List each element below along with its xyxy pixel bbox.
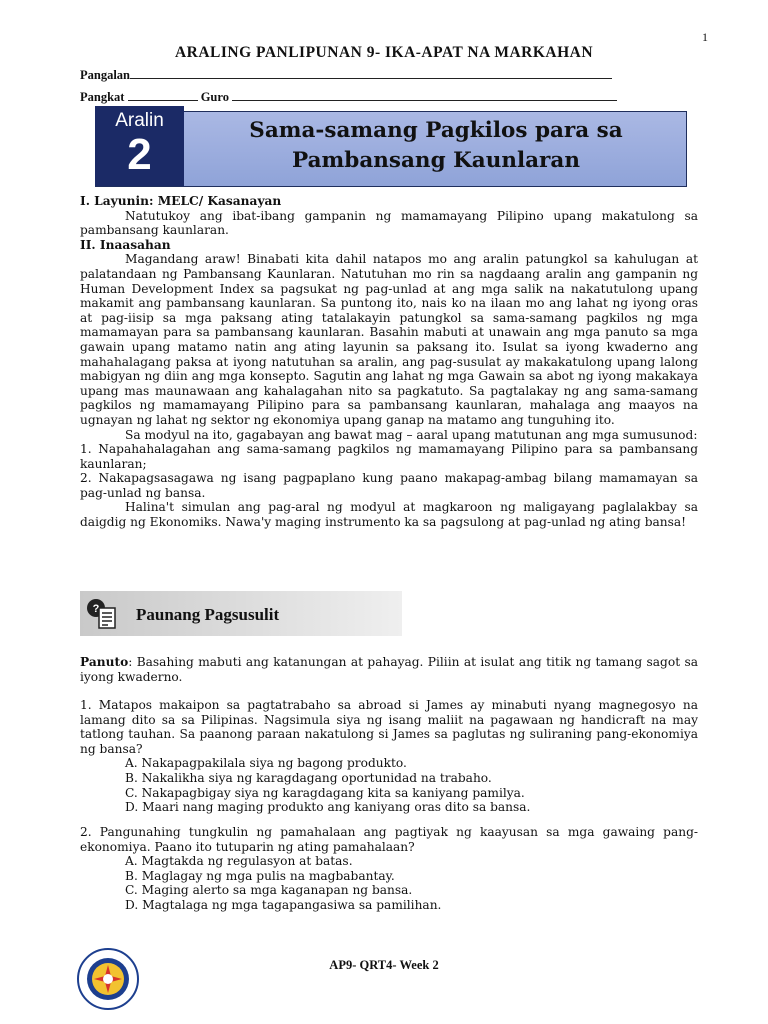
pangalan-label: Pangalan <box>80 68 131 82</box>
guro-blank[interactable] <box>232 89 617 101</box>
inaasahan-heading: II. Inaasahan <box>80 237 171 252</box>
pangkat-label: Pangkat <box>80 90 125 104</box>
question-1-option-a[interactable]: A. Nakapagpakilala siya ng bagong produkto. <box>125 756 407 771</box>
layunin-heading: I. Layunin: MELC/ Kasanayan <box>80 194 282 208</box>
pangalan-field <box>80 67 612 83</box>
panuto-text: : Basahing mabuti ang katanungan at pahayag. Piliin at isulat ang titik ng tamang sagot sa iyong kwaderno. <box>80 655 698 684</box>
question-2-option-b[interactable]: B. Maglagay ng mga pulis na magbabantay. <box>125 868 395 883</box>
objective-item-2: 2. Nakapagsasagawa ng isang pagpaplano kung paano makapag-ambag bilang mamamayan sa pag-unlad ng bansa. <box>80 471 698 500</box>
test-paper-icon <box>86 598 118 630</box>
question-2 <box>80 825 698 913</box>
section-title: Paunang Pagsusulit <box>136 605 280 624</box>
question-2-option-d[interactable]: D. Magtalaga ng mga tagapangasiwa sa pamilihan. <box>125 897 442 912</box>
lesson-title-line1: Sama-samang Pagkilos para sa <box>249 118 623 143</box>
objective-item-1: 1. Napahahalagahan ang sama-samang pagkilos ng mamamayang Pilipino para sa pambansang kaunlaran; <box>80 442 698 471</box>
pangkat-guro-field <box>80 89 617 105</box>
question-1-option-c[interactable]: C. Nakapagbigay siya ng karagdagang kita sa kaniyang pamilya. <box>125 785 525 800</box>
question-1-option-b[interactable]: B. Nakalikha siya ng karagdagang oportunidad na trabaho. <box>125 770 492 785</box>
page-number: 1 <box>702 30 708 44</box>
svg-text:?: ? <box>92 603 100 615</box>
question-1-option-d[interactable]: D. Maari nang maging produkto ang kaniyang oras dito sa bansa. <box>125 800 531 815</box>
document-title: ARALING PANLIPUNAN 9- IKA-APAT NA MARKAHAN <box>174 44 594 61</box>
footer: AP9- QRT4- Week 2 <box>329 958 439 972</box>
lesson-body <box>80 194 698 530</box>
question-2-text: 2. Pangunahing tungkulin ng pamahalaan ang pagtiyak ng kaayusan sa mga gawaing pang-ekonomiya. Paano ito tutuparin ng ating pamahalaan? <box>80 825 698 854</box>
question-1 <box>80 698 698 815</box>
question-2-option-c[interactable]: C. Maging alerto sa mga kaganapan ng bansa. <box>125 883 413 898</box>
inaasahan-para2: Sa modyul na ito, gagabayan ang bawat mag – aaral upang matutunan ang mga sumusunod: <box>125 427 698 442</box>
layunin-text: Natutukoy ang ibat-ibang gampanin ng mamamayang Pilipino upang makatulong sa pambansang kaunlaran. <box>80 208 698 238</box>
lesson-title <box>186 116 686 176</box>
aralin-number: 2 <box>127 130 152 179</box>
lesson-title-line2: Pambansang Kaunlaran <box>292 148 580 173</box>
inaasahan-para3: Halina't simulan ang pag-aral ng modyul at magkaroon ng maligayang paglalakbay sa daigdig ng Ekonomiks. Nawa'y maging instrumento ka sa pagsulong at pag-unlad ng ating bansa! <box>80 500 698 530</box>
panuto <box>80 655 698 684</box>
pangkat-blank[interactable] <box>128 89 198 101</box>
guro-label: Guro <box>200 90 229 104</box>
question-2-option-a[interactable]: A. Magtakda ng regulasyon at batas. <box>125 854 353 869</box>
question-1-text: 1. Matapos makaipon sa pagtatrabaho sa abroad si James ay minabuti nyang magnegosyo na lamang dito sa sa Pilipinas. Nagsimula siya ng isang maliit na pagawaan ng handicraft na may tatlong tauhan. Sa paanong paraan nakatulong si James sa paglutas ng suliraning pang-ekonomiya ng bansa? <box>80 698 698 756</box>
aralin-box <box>95 106 184 186</box>
aralin-word: Aralin <box>115 110 164 131</box>
inaasahan-para1: Magandang araw! Binabati kita dahil natapos mo ang aralin patungkol sa kahulugan at palatandaan ng Pambansang Kaunlaran. Natutuhan mo rin sa nagdaang aralin ang gampanin ng Human Development Index sa pagsukat ng pag-unlad at ang mga salik na nakatutulong upang makamit ang pambansang kaunlaran. Sa puntong ito, nais ko na ilaan mo ang lahat ng iyong oras at pag-iisip sa mga paksang ating tatalakayin patungkol sa sama-samang pagkilos ng mga mamamayan para sa pambansang kaunlaran. Basahin mabuti at unawain ang mga panuto sa mga gawain upang matamo natin ang ating layunin sa paksang ito. Isulat sa iyong kwaderno ang mahahalagang paksa at iyong natutuhan sa aralin, ang pag-susulat ay makakatulong upang lalong mabigyan ng diin ang mga konsepto. Sagutin ang lahat ng mga Gawain sa abot ng iyong makakaya upang mas maunawaan ang kahalagahan nito sa pagkatuto. Sa pagtalakay ng ang sama-samang pagkilos ng mamamayang Pilipino para sa pambansang kaunlaran, mahalaga ang maayos na ugnayan ng lahat ng sektor ng ekonomiya upang ganap na matamo ang tunguhing ito. <box>80 252 698 427</box>
panuto-label: Panuto <box>80 655 129 669</box>
pangalan-blank[interactable] <box>130 67 612 79</box>
